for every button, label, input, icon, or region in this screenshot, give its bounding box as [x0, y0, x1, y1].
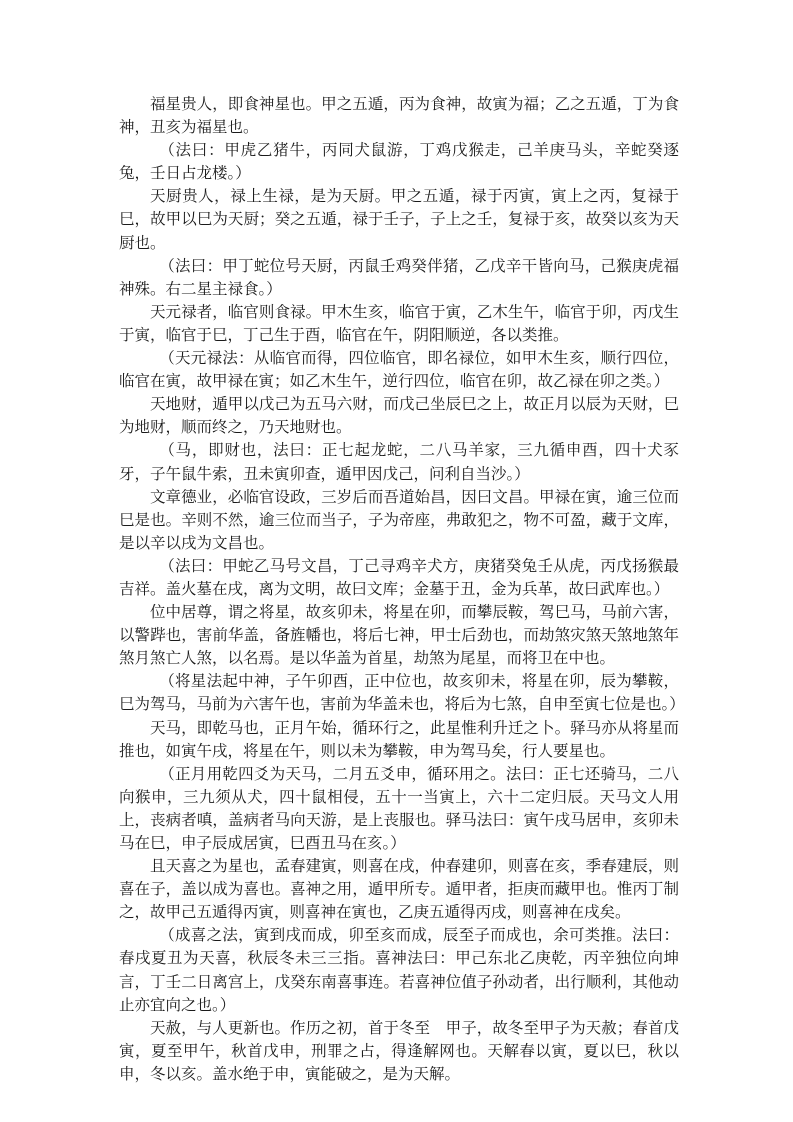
annotation-paragraph: （马，即财也，法曰：正七起龙蛇，二八马羊家，三九循申酉，四十犬豕牙，子午鼠牛索，丑未寅卯查，遁甲因戊己，问利自当沙。）	[119, 441, 679, 483]
body-paragraph: 且天喜之为星也，孟春建寅，则喜在戌，仲春建卯，则喜在亥，季春建辰，则喜在子，盖以成为喜也。喜神之用，遁甲所专。遁甲者，拒庚而藏甲也。惟丙丁制之，故甲己五遁得丙寅，则喜神在寅也，乙庚五遁得丙戌，则喜神在戌矣。	[119, 857, 679, 922]
body-paragraph: 天地财，遁甲以戊己为五马六财，而戊己坐辰巳之上，故正月以辰为天财，巳为地财，顺而终之，乃天地财也。	[119, 395, 679, 437]
annotation-paragraph: （天元禄法：从临官而得，四位临官，即名禄位，如甲木生亥，顺行四位，临官在寅，故甲禄在寅；如乙木生午，逆行四位，临官在卯，故乙禄在卯之类。）	[119, 349, 679, 391]
document-body	[119, 93, 685, 1086]
annotation-paragraph: （法曰：甲蛇乙马号文昌，丁己寻鸡辛犬方，庚猪癸兔壬从虎，丙戊扬猴最吉祥。盖火墓在戌，离为文明，故曰文库；金墓于丑，金为兵革，故曰武库也。）	[119, 556, 679, 598]
body-paragraph: 天元禄者，临官则食禄。甲木生亥，临官于寅，乙木生午，临官于卯，丙戊生于寅，临官于巳，丁己生于酉，临官在午，阴阳顺逆，各以类推。	[119, 302, 679, 344]
body-paragraph: 天马，即乾马也，正月午始，循环行之，此星惟利升迁之卜。驿马亦从将星而推也，如寅午戌，将星在午，则以未为攀鞍，申为驾马矣，行人要星也。	[119, 718, 679, 760]
annotation-paragraph: （法曰：甲虎乙猪牛，丙同犬鼠游，丁鸡戊猴走，己羊庚马头，辛蛇癸逐兔，壬日占龙楼。）	[119, 141, 679, 183]
annotation-paragraph: （法曰：甲丁蛇位号天厨，丙鼠壬鸡癸伴猪，乙戊辛干皆向马，己猴庚虎福神殊。右二星主禄食。）	[119, 256, 679, 298]
body-paragraph: 位中居尊，谓之将星，故亥卯未，将星在卯，而攀辰鞍，驾巳马，马前六害，以警跸也，害前华盖，备旌幡也，将后七神，甲士后劲也，而劫煞灾煞天煞地煞年煞月煞亡人煞，以名焉。是以华盖为首星，劫煞为尾星，而将卫在中也。	[119, 603, 679, 668]
body-paragraph: 文章德业，必临官设政，三岁后而吾道始昌，因曰文昌。甲禄在寅，逾三位而巳是也。辛则不然，逾三位而当子，子为帝座，弗敢犯之，物不可盈，藏于文库，是以辛以戌为文昌也。	[119, 487, 679, 552]
annotation-paragraph: （成喜之法，寅到戌而成，卯至亥而成，辰至子而成也，余可类推。法曰：春戌夏丑为天喜，秋辰冬未三三指。喜神法曰：甲己东北乙庚乾，丙辛独位向坤言，丁壬二日离宫上，戊癸东南喜事连。若喜神位值子孙动者，出行顺利，其他动止亦宜向之也。）	[119, 926, 679, 1014]
annotation-paragraph: （将星法起中神，子午卯酉，正中位也，故亥卯未，将星在卯，辰为攀鞍，巳为驾马，马前为六害午也，害前为华盖未也，将后为七煞，自申至寅七位是也。）	[119, 672, 685, 714]
body-paragraph: 福星贵人，即食神星也。甲之五遁，丙为食神，故寅为福；乙之五遁，丁为食神，丑亥为福星也。	[119, 95, 679, 137]
body-paragraph: 天赦，与人更新也。作历之初，首于冬至 甲子，故冬至甲子为天赦；春首戊寅，夏至甲午，秋首戊申，刑罪之占，得逢解网也。天解春以寅，夏以巳，秋以申，冬以亥。盖水绝于申，寅能破之，是为天解。	[119, 1018, 679, 1083]
body-paragraph: 天厨贵人，禄上生禄，是为天厨。甲之五遁，禄于丙寅，寅上之丙，复禄于巳，故甲以巳为天厨；癸之五遁，禄于壬子，子上之壬，复禄于亥，故癸以亥为天厨也。	[119, 187, 679, 252]
annotation-paragraph: （正月用乾四爻为天马，二月五爻申，循环用之。法曰：正七还骑马，二八向猴申，三九须从犬，四十鼠相侵，五十一当寅上，六十二定归辰。天马文人用上，丧病者嗔，盖病者马向天游，是上丧服也。驿马法曰：寅午戌马居申，亥卯未马在巳，申子辰成居寅，巳酉丑马在亥。）	[119, 764, 679, 852]
